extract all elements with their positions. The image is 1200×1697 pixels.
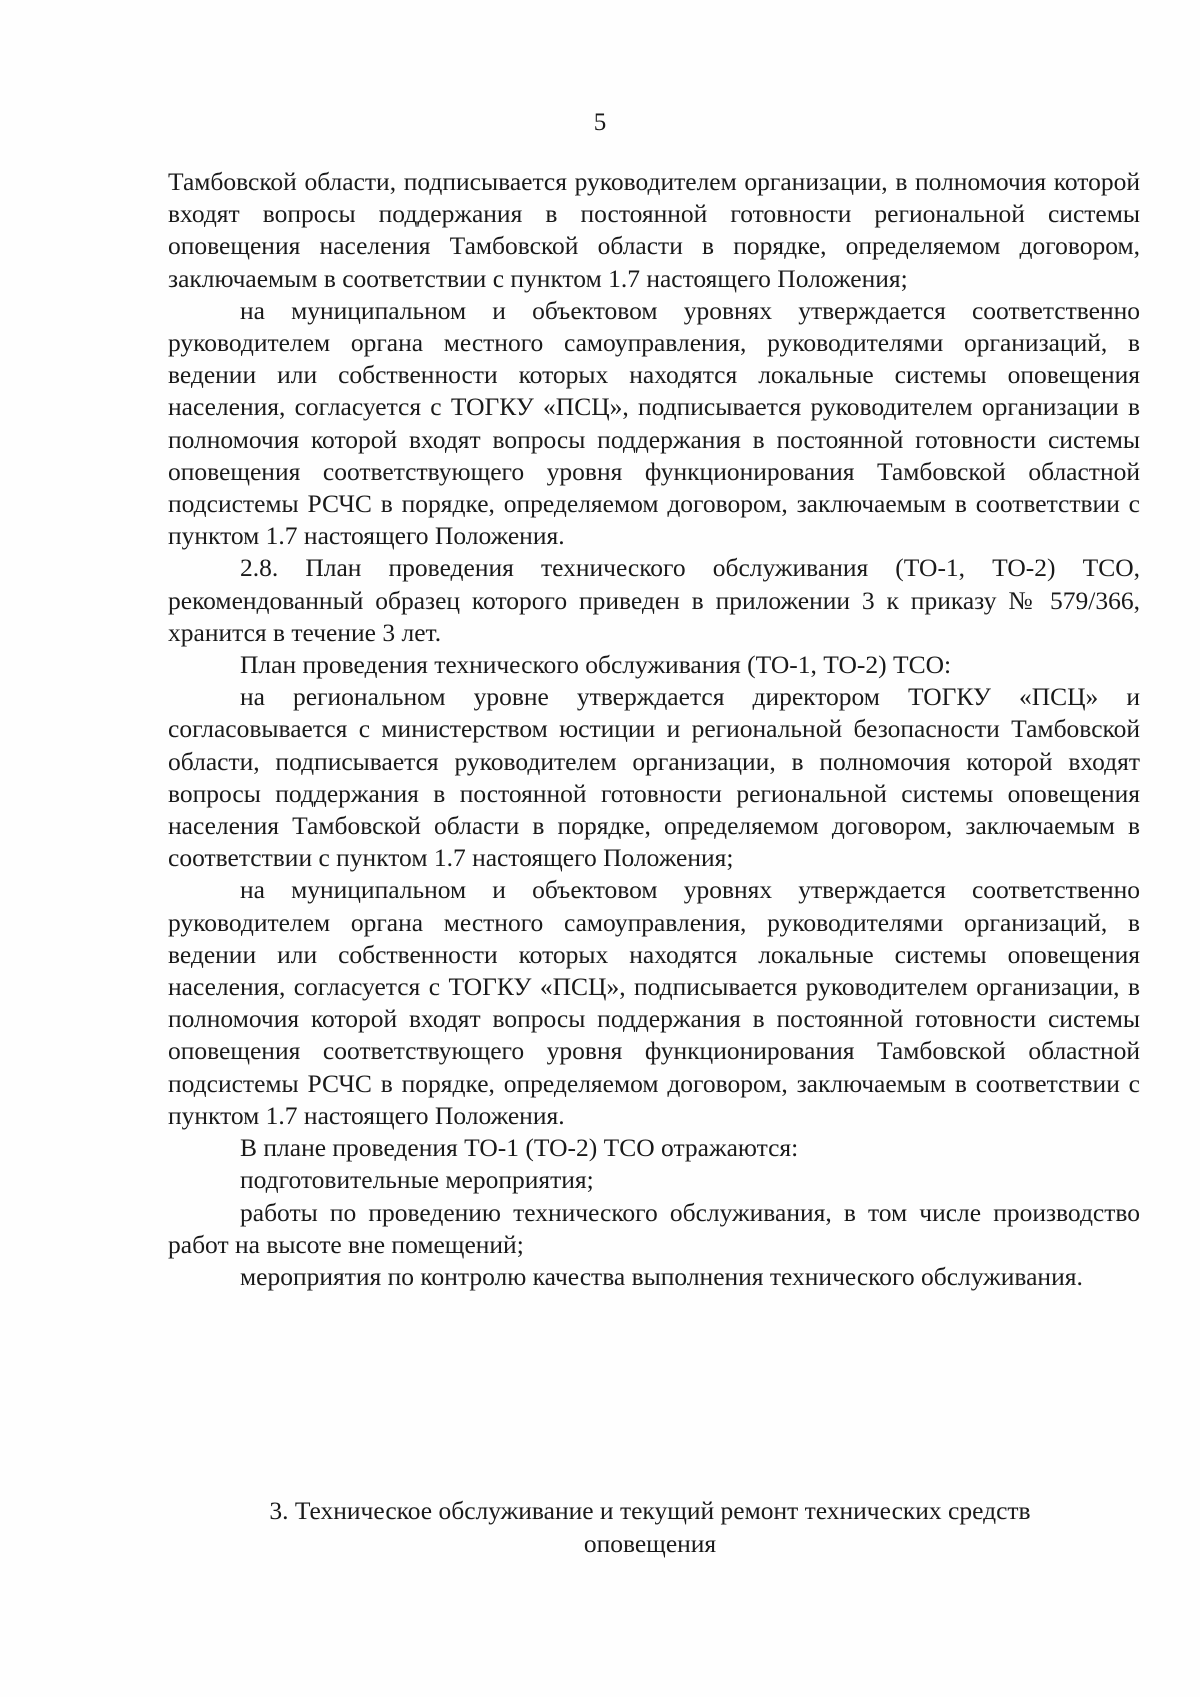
paragraph-2: на муниципальном и объектовом уровнях утверждается соответственно руководителем органа местного самоуправления, руководителями организаций, в ведении или собственности которых находятся локальные системы оповещения населения, согласуется с ТОГКУ «ПСЦ», подписывается руководителем организации в полномочия которой входят вопросы поддержания в постоянной готовности системы оповещения соответствующего уровня функционирования Тамбовской областной подсистемы РСЧС в порядке, определяемом договором, заключаемым в соответствии с пунктом 1.7 настоящего Положения.: [168, 295, 1140, 551]
document-body: [168, 166, 1140, 1293]
paragraph-10: мероприятия по контролю качества выполнения технического обслуживания.: [240, 1261, 1083, 1291]
paragraph-5: на региональном уровне утверждается директором ТОГКУ «ПСЦ» и согласовывается с министерством юстиции и региональной безопасности Тамбовской области, подписывается руководителем организации, в полномочия которой входят вопросы поддержания в постоянной готовности региональной системы оповещения населения Тамбовской области в порядке, определяемом договором, заключаемым в соответствии с пунктом 1.7 настоящего Положения;: [168, 682, 1140, 873]
paragraph-9: работы по проведению технического обслуживания, в том числе производство работ на высоте вне помещений;: [168, 1197, 1140, 1259]
paragraph-1: Тамбовской области, подписывается руководителем организации, в полномочия которой входят вопросы поддержания в постоянной готовности региональной системы оповещения населения Тамбовской области в порядке, определяемом договором, заключаемым в соответствии с пунктом 1.7 настоящего Положения;: [168, 167, 1140, 293]
section-heading-line-1: 3. Техническое обслуживание и текущий ремонт технических средств: [269, 1496, 1031, 1525]
paragraph-4: План проведения технического обслуживания (ТО-1, ТО-2) ТСО:: [240, 650, 952, 680]
section-heading: [200, 1494, 1100, 1560]
paragraph-7: В плане проведения ТО-1 (ТО-2) ТСО отражаются:: [240, 1133, 799, 1163]
paragraph-6: на муниципальном и объектовом уровнях утверждается соответственно руководителем органа местного самоуправления, руководителями организаций, в ведении или собственности которых находятся локальные системы оповещения населения, согласуется с ТОГКУ «ПСЦ», подписывается руководителем организации, в полномочия которой входят вопросы поддержания в постоянной готовности системы оповещения соответствующего уровня функционирования Тамбовской областной подсистемы РСЧС в порядке, определяемом договором, заключаемым в соответствии с пунктом 1.7 настоящего Положения.: [168, 875, 1140, 1130]
paragraph-8: подготовительные мероприятия;: [240, 1165, 594, 1195]
section-heading-line-2: оповещения: [583, 1529, 717, 1558]
page-number: 5: [593, 109, 607, 136]
paragraph-3: 2.8. План проведения технического обслуживания (ТО-1, ТО-2) ТСО, рекомендованный образец которого приведен в приложении 3 к приказу № 579/366, хранится в течение 3 лет.: [168, 553, 1140, 647]
